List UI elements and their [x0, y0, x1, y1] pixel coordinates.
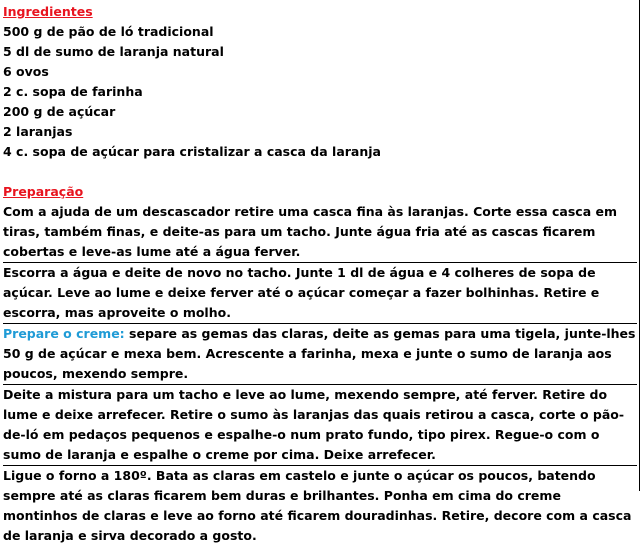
- preparation-step-3: [3, 324, 637, 385]
- spacer: [3, 162, 637, 182]
- preparation-step-4: Deite a mistura para um tacho e leve ao lume, mexendo sempre, até ferver. Retire do lume e deixe arrefecer. Retire o sumo às laranjas das quais retirou a casca, corte o pão-de-ló em pedaços pequenos e espalhe-o num prato fundo, tipo pirex. Regue-o com o sumo de laranja e espalhe o creme por cima. Deixe arrefecer.: [3, 385, 637, 466]
- preparation-step-5: Ligue o forno a 180º. Bata as claras em castelo e junte o açúcar os poucos, batendo sempre até as claras ficarem bem duras e brilhantes. Ponha em cima do creme montinhos de claras e leve ao forno até ficarem douradinhas. Retire, decore com a casca de laranja e sirva decorado a gosto.: [3, 468, 632, 543]
- prepare-cream-label: Prepare o creme:: [3, 326, 125, 341]
- ingredient-item: 2 c. sopa de farinha: [3, 84, 143, 99]
- ingredient-item: 4 c. sopa de açúcar para cristalizar a casca da laranja: [3, 144, 381, 159]
- preparation-step-1: Com a ajuda de um descascador retire uma casca fina às laranjas. Corte essa casca em tiras, também finas, e deite-as para um tacho. Junte água fria até as cascas ficarem cobertas e leve-as lume até a água ferver.: [3, 202, 637, 263]
- recipe-document: [3, 2, 637, 546]
- page-border: [639, 0, 640, 491]
- ingredient-item: 2 laranjas: [3, 124, 73, 139]
- ingredient-item: 500 g de pão de ló tradicional: [3, 24, 214, 39]
- preparation-heading: Preparação: [3, 184, 84, 199]
- preparation-step-2: Escorra a água e deite de novo no tacho. Junte 1 dl de água e 4 colheres de sopa de açúcar. Leve ao lume e deixe ferver até o açúcar começar a fazer bolhinhas. Retire e escorra, mas aproveite o molho.: [3, 263, 637, 324]
- ingredient-item: 6 ovos: [3, 64, 49, 79]
- ingredient-item: 5 dl de sumo de laranja natural: [3, 44, 224, 59]
- prepare-cream-text: separe as gemas das claras, deite as gemas para uma tigela, junte-lhes 50 g de açúcar e mexa bem. Acrescente a farinha, mexa e junte o sumo de laranja aos poucos, mexendo sempre.: [3, 326, 636, 381]
- ingredients-heading: Ingredientes: [3, 4, 93, 19]
- ingredient-item: 200 g de açúcar: [3, 104, 116, 119]
